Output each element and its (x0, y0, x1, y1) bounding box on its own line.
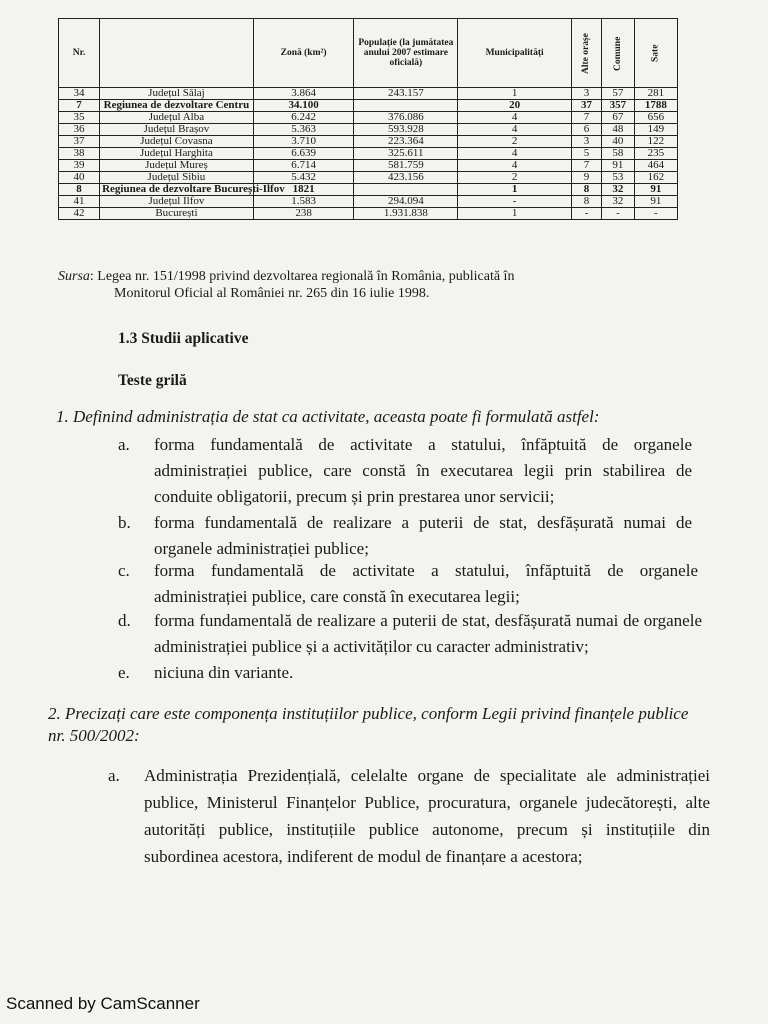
table-cell-mun: 4 (458, 124, 572, 136)
table-cell-sate: - (634, 208, 677, 220)
table-cell-sate: 464 (634, 160, 677, 172)
table-cell-comune: 32 (602, 196, 634, 208)
option-letter: a. (108, 766, 120, 785)
source-line-2: Monitorul Oficial al României nr. 265 din 16 iulie 1998. (114, 286, 430, 301)
option-letter: a. (118, 435, 130, 454)
table-cell-sate: 91 (634, 184, 677, 196)
table-cell-nr: 40 (59, 172, 100, 184)
scanner-watermark: Scanned by CamScanner (6, 994, 200, 1013)
option-text: forma fundamentală de activitate a statului, înfăptuită de organele administrației publice, care constă în executarea legii; (154, 561, 698, 606)
table-cell-comune: 53 (602, 172, 634, 184)
option-text: niciuna din variante. (154, 663, 294, 682)
table-cell-orase: 3 (571, 88, 601, 100)
table-cell-comune: 67 (602, 112, 634, 124)
table-cell-name: Județul Sibiu (100, 172, 254, 184)
table-cell-nr: 41 (59, 196, 100, 208)
table-cell-sate: 281 (634, 88, 677, 100)
header-alte-orase: Alte orașe (571, 19, 601, 88)
table-cell-sate: 656 (634, 112, 677, 124)
table-cell-name: Județul Covasna (100, 136, 254, 148)
table-cell-comune: - (602, 208, 634, 220)
table-row (59, 112, 678, 124)
table-cell-nr: 7 (59, 100, 100, 112)
table-cell-pop: 423.156 (354, 172, 458, 184)
table-cell-pop: 223.364 (354, 136, 458, 148)
table-cell-sate: 162 (634, 172, 677, 184)
table-cell-nr: 39 (59, 160, 100, 172)
table-cell-name: Regiunea de dezvoltare Centru (100, 100, 254, 112)
table-cell-zona: 6.639 (253, 148, 354, 160)
table-cell-zona: 6.242 (253, 112, 354, 124)
table-cell-sate: 91 (634, 196, 677, 208)
subsection-title: Teste grilă (118, 372, 187, 389)
table-cell-orase: 7 (571, 160, 601, 172)
table-cell-sate: 235 (634, 148, 677, 160)
table-cell-comune: 58 (602, 148, 634, 160)
table-cell-name: Regiunea de dezvoltare București-Ilfov (100, 184, 254, 196)
table-cell-sate: 1788 (634, 100, 677, 112)
option-letter: b. (118, 513, 131, 532)
header-zona: Zonă (km²) (253, 19, 354, 88)
table-cell-nr: 8 (59, 184, 100, 196)
source-line-1: : Legea nr. 151/1998 privind dezvoltarea regională în România, publicată în (89, 269, 515, 284)
table-cell-orase: 6 (571, 124, 601, 136)
table-cell-name: Județul Ilfov (100, 196, 254, 208)
table-cell-orase: 7 (571, 112, 601, 124)
table-cell-zona: 1821 (253, 184, 354, 196)
table-cell-mun: - (458, 196, 572, 208)
table-row (59, 196, 678, 208)
source-note (58, 268, 678, 302)
table-cell-zona: 3.710 (253, 136, 354, 148)
table-cell-mun: 20 (458, 100, 572, 112)
table-row (59, 100, 678, 112)
question-1: 1. Definind administrația de stat ca activitate, aceasta poate fi formulată astfel: (56, 407, 600, 426)
header-comune: Comune (602, 19, 634, 88)
table-cell-zona: 34.100 (253, 100, 354, 112)
table-cell-mun: 2 (458, 136, 572, 148)
table-row (59, 148, 678, 160)
table-cell-zona: 6.714 (253, 160, 354, 172)
table-cell-name: București (100, 208, 254, 220)
option-text: Administrația Prezidențială, celelalte organe de specialitate ale administrației publice, Ministerul Finanțelor Publice, procuratura, organele judecătorești, alte autorități publice, instituțiile publice autonome, precum și instituțiile din subordinea acestora, indiferent de modul de finanțare a acestora; (144, 766, 710, 866)
table-cell-pop: 1.931.838 (354, 208, 458, 220)
table-cell-mun: 1 (458, 88, 572, 100)
table-row (59, 184, 678, 196)
table-cell-sate: 122 (634, 136, 677, 148)
table-cell-nr: 38 (59, 148, 100, 160)
table-row (59, 124, 678, 136)
table-cell-pop (354, 100, 458, 112)
table-cell-comune: 48 (602, 124, 634, 136)
table-cell-nr: 35 (59, 112, 100, 124)
table-row (59, 88, 678, 100)
table-row (59, 172, 678, 184)
option-text: forma fundamentală de realizare a puterii de stat, desfășurată numai de organele administrației publice; (154, 513, 692, 558)
table-cell-comune: 57 (602, 88, 634, 100)
table-cell-comune: 40 (602, 136, 634, 148)
regions-table (58, 18, 678, 220)
header-populatie: Populație (la jumătatea anului 2007 estimare oficială) (354, 19, 458, 88)
table-cell-pop (354, 184, 458, 196)
table-cell-orase: 37 (571, 100, 601, 112)
question-2: 2. Precizați care este componența instituțiilor publice, conform Legii privind finanțele publice nr. 500/2002: (48, 704, 689, 745)
header-sate: Sate (634, 19, 677, 88)
table-cell-nr: 42 (59, 208, 100, 220)
table-cell-nr: 37 (59, 136, 100, 148)
table-cell-comune: 91 (602, 160, 634, 172)
table-cell-zona: 5.432 (253, 172, 354, 184)
table-cell-nr: 34 (59, 88, 100, 100)
table-cell-zona: 238 (253, 208, 354, 220)
table-cell-sate: 149 (634, 124, 677, 136)
section-title: 1.3 Studii aplicative (118, 330, 249, 347)
option-letter: d. (118, 611, 131, 630)
table-cell-zona: 3.864 (253, 88, 354, 100)
table-cell-mun: 1 (458, 208, 572, 220)
table-header-row (59, 19, 678, 88)
table-cell-mun: 2 (458, 172, 572, 184)
table-cell-name: Județul Alba (100, 112, 254, 124)
option-letter: c. (118, 561, 130, 580)
source-label: Sursa (58, 269, 90, 284)
table-cell-pop: 325.611 (354, 148, 458, 160)
option-letter: e. (118, 663, 130, 682)
table-cell-pop: 581.759 (354, 160, 458, 172)
table-cell-comune: 357 (602, 100, 634, 112)
table-cell-orase: 9 (571, 172, 601, 184)
table-cell-name: Județul Harghita (100, 148, 254, 160)
header-nr: Nr. (59, 19, 100, 88)
option-text: forma fundamentală de activitate a statului, înfăptuită de organele administrației publice, care constă în executarea legii prin stabilirea de conduite obligatorii, precum și prin prestarea unor servicii; (154, 435, 692, 506)
table-cell-pop: 376.086 (354, 112, 458, 124)
table-cell-orase: 8 (571, 196, 601, 208)
table-cell-zona: 5.363 (253, 124, 354, 136)
table-cell-nr: 36 (59, 124, 100, 136)
header-municipalitati: Municipalități (458, 19, 572, 88)
table-cell-name: Județul Mureș (100, 160, 254, 172)
table-cell-orase: - (571, 208, 601, 220)
table-row (59, 208, 678, 220)
table-row (59, 160, 678, 172)
table-cell-orase: 3 (571, 136, 601, 148)
table-cell-comune: 32 (602, 184, 634, 196)
table-cell-mun: 4 (458, 160, 572, 172)
table-cell-orase: 8 (571, 184, 601, 196)
table-row (59, 136, 678, 148)
table-cell-mun: 4 (458, 148, 572, 160)
table-cell-mun: 4 (458, 112, 572, 124)
table-cell-pop: 593.928 (354, 124, 458, 136)
option-text: forma fundamentală de realizare a puterii de stat, desfășurată numai de organele administrației publice și a activităților cu caracter administrativ; (154, 611, 702, 656)
table-cell-zona: 1.583 (253, 196, 354, 208)
table-cell-orase: 5 (571, 148, 601, 160)
table-cell-pop: 294.094 (354, 196, 458, 208)
table-cell-name: Județul Sălaj (100, 88, 254, 100)
header-name (100, 19, 254, 88)
table-cell-name: Județul Brașov (100, 124, 254, 136)
table-cell-pop: 243.157 (354, 88, 458, 100)
table-cell-mun: 1 (458, 184, 572, 196)
